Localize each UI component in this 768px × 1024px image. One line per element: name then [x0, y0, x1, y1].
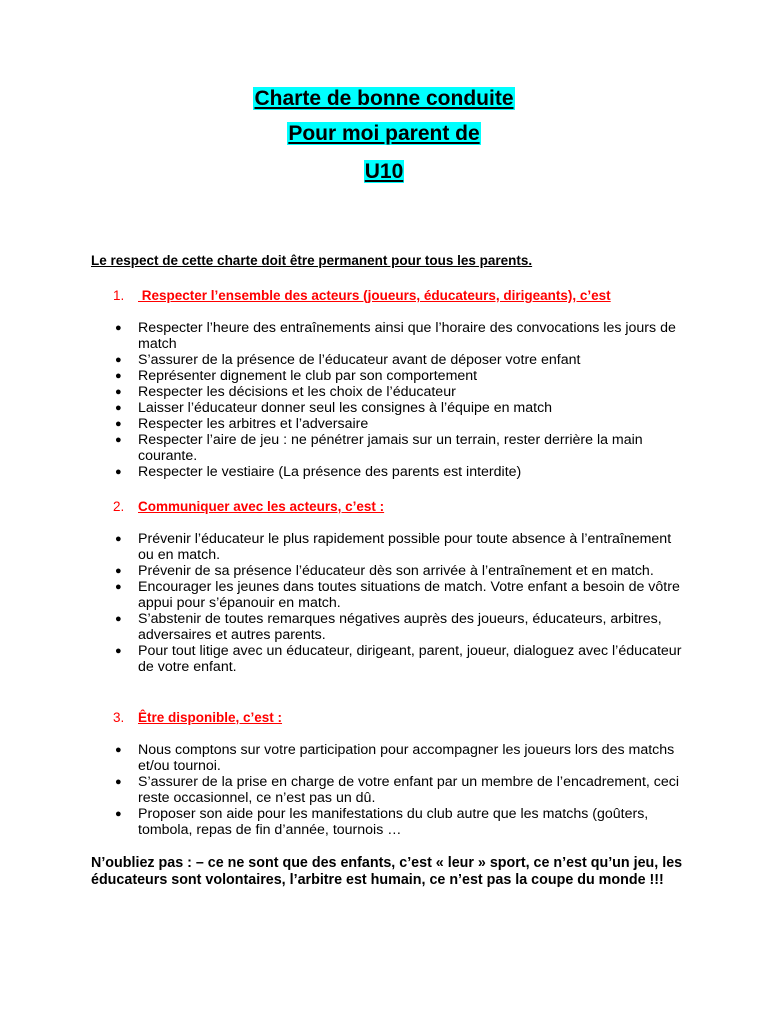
list-item-text: Laisser l’éducateur donner seul les consignes à l’équipe en match — [138, 400, 553, 416]
list-item — [113, 742, 683, 774]
title-line-3 — [0, 159, 768, 185]
section-heading-3 — [113, 709, 282, 726]
title-line-2 — [0, 121, 768, 147]
section-heading-2 — [113, 498, 384, 515]
list-item-text: S’assurer de la présence de l’éducateur avant de déposer votre enfant — [138, 352, 581, 368]
list-item-text: Pour tout litige avec un éducateur, dirigeant, parent, joueur, dialoguez avec l’éducateur de votre enfant. — [138, 643, 682, 675]
bullet-icon: ● — [115, 386, 122, 398]
list-item — [113, 579, 683, 611]
list-item — [113, 416, 683, 432]
list-item — [113, 320, 683, 352]
bullet-icon: ● — [115, 354, 122, 366]
bullet-icon: ● — [115, 322, 122, 334]
list-item-text: Prévenir de sa présence l’éducateur dès son arrivée à l’entraînement et en match. — [138, 563, 654, 579]
bullet-icon: ● — [115, 744, 122, 756]
bullet-icon: ● — [115, 402, 122, 414]
section-number-2: 2. — [113, 499, 125, 514]
section-list-1 — [113, 320, 683, 480]
list-item-text: Nous comptons sur votre participation pour accompagner les joueurs lors des matchs et/ou tournoi. — [138, 742, 675, 774]
title-line-1 — [0, 86, 768, 112]
section-title-2: Communiquer avec les acteurs, c’est : — [138, 499, 385, 514]
section-list-3 — [113, 742, 683, 838]
section-number-1: 1. — [113, 288, 125, 303]
bullet-icon: ● — [115, 581, 122, 593]
list-item — [113, 400, 683, 416]
bullet-icon: ● — [115, 613, 122, 625]
list-item-text: Respecter l’aire de jeu : ne pénétrer jamais sur un terrain, rester derrière la main courante. — [138, 432, 643, 464]
list-item — [113, 352, 683, 368]
list-item — [113, 806, 683, 838]
intro-text: Le respect de cette charte doit être permanent pour tous les parents. — [91, 253, 533, 268]
title-text-2: Pour moi parent de — [288, 122, 480, 145]
list-item — [113, 774, 683, 806]
list-item-text: S’assurer de la prise en charge de votre enfant par un membre de l’encadrement, ceci reste occasionnel, ce n’est pas un dû. — [138, 774, 679, 806]
list-item — [113, 432, 683, 464]
list-item-text: Prévenir l’éducateur le plus rapidement possible pour toute absence à l’entraînement ou en match. — [138, 531, 672, 563]
list-item-text: Proposer son aide pour les manifestations du club autre que les matchs (goûters, tombola, repas de fin d’année, tournois … — [138, 806, 649, 838]
title-text-1: Charte de bonne conduite — [254, 87, 514, 110]
list-item — [113, 611, 683, 643]
section-heading-1 — [113, 287, 611, 304]
bullet-icon: ● — [115, 418, 122, 430]
closing-note: N’oubliez pas : – ce ne sont que des enfants, c’est « leur » sport, ce n’est qu’un jeu, les éducateurs sont volontaires, l’arbitre est humain, ce n’est pas la coupe du monde !!! — [91, 855, 683, 888]
bullet-icon: ● — [115, 565, 122, 577]
list-item-text: Encourager les jeunes dans toutes situations de match. Votre enfant a besoin de vôtre appui pour s’épanouir en match. — [138, 579, 680, 611]
bullet-icon: ● — [115, 533, 122, 545]
list-item — [113, 368, 683, 384]
bullet-icon: ● — [115, 645, 122, 657]
bullet-icon: ● — [115, 808, 122, 820]
bullet-icon: ● — [115, 370, 122, 382]
section-list-2 — [113, 531, 683, 675]
bullet-icon: ● — [115, 434, 122, 446]
bullet-icon: ● — [115, 776, 122, 788]
list-item — [113, 464, 683, 480]
section-title-3: Être disponible, c’est : — [138, 710, 283, 725]
list-item-text: Respecter le vestiaire (La présence des parents est interdite) — [138, 464, 522, 480]
bullet-icon: ● — [115, 466, 122, 478]
list-item-text: Représenter dignement le club par son comportement — [138, 368, 478, 384]
list-item — [113, 384, 683, 400]
section-title-1: Respecter l’ensemble des acteurs (joueurs, éducateurs, dirigeants), c’est — [138, 288, 611, 303]
list-item-text: Respecter l’heure des entraînements ainsi que l’horaire des convocations les jours de match — [138, 320, 676, 352]
list-item-text: Respecter les arbitres et l’adversaire — [138, 416, 369, 432]
list-item — [113, 563, 683, 579]
section-number-3: 3. — [113, 710, 125, 725]
list-item — [113, 643, 683, 675]
title-text-3: U10 — [364, 160, 404, 183]
list-item-text: Respecter les décisions et les choix de l’éducateur — [138, 384, 456, 400]
list-item — [113, 531, 683, 563]
list-item-text: S’abstenir de toutes remarques négatives auprès des joueurs, éducateurs, arbitres, adversaires et autres parents. — [138, 611, 662, 643]
